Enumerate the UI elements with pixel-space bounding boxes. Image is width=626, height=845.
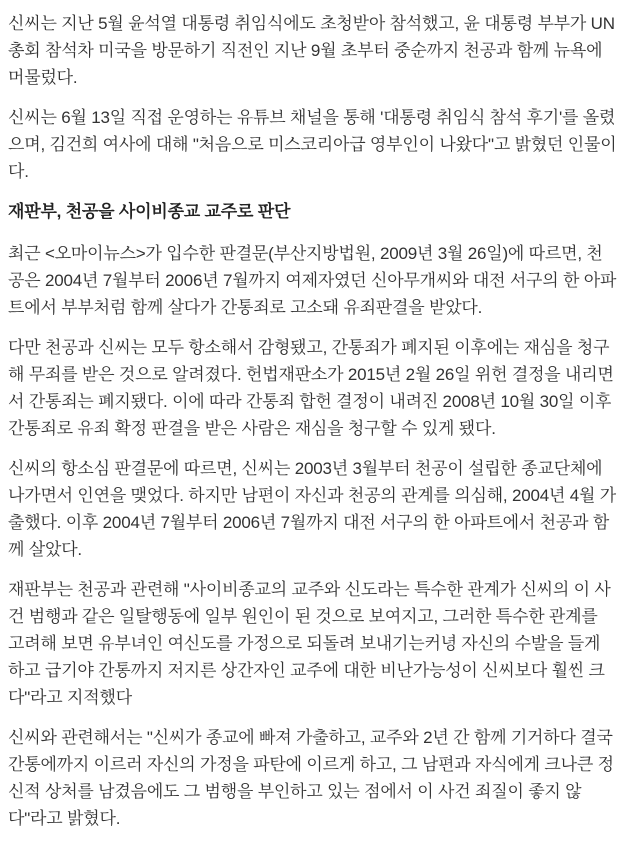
article-paragraph: 신씨는 6월 13일 직접 운영하는 유튜브 채널을 통해 '대통령 취임식 참석 후기'를 올렸으며, 김건희 여사에 대해 "처음으로 미스코리아급 영부인이 나왔다"고 밝혔던 인물이다. [8, 108, 617, 181]
article-paragraph: 신씨의 항소심 판결문에 따르면, 신씨는 2003년 3월부터 천공이 설립한 종교단체에 나가면서 인연을 맺었다. 하지만 남편이 자신과 천공의 관계를 의심해, 2004년 4월 가출했다. 이후 2004년 7월부터 2006년 7월까지 대전 서구의 한 아파트에서 천공과 함께 살았다. [8, 459, 616, 559]
article-paragraph: 최근 <오마이뉴스>가 입수한 판결문(부산지방법원, 2009년 3월 26일)에 따르면, 천공은 2004년 7월부터 2006년 7월까지 여제자였던 신아무개씨와 대전 서구의 한 아파트에서 부부처럼 함께 살다가 간통죄로 고소돼 유죄판결을 받았다. [8, 244, 617, 317]
article-paragraph: 재판부는 천공과 관련해 "사이비종교의 교주와 신도라는 특수한 관계가 신씨의 이 사건 범행과 같은 일탈행동에 일부 원인이 된 것으로 보여지고, 그러한 특수한 관계를 고려해 보면 유부녀인 여신도를 가정으로 되돌려 보내기는커녕 자신의 수발을 들게 하고 급기야 간통까지 저지른 상간자인 교주에 대한 비난가능성이 신씨보다 훨씬 크다"라고 지적했다 [8, 580, 611, 707]
section-heading: 재판부, 천공을 사이비종교 교주로 판단 [8, 202, 291, 221]
article-paragraph: 신씨와 관련해서는 "신씨가 종교에 빠져 가출하고, 교주와 2년 간 함께 기거하다 결국 간통에까지 이르러 자신의 가정을 파탄에 이르게 하고, 그 남편과 자식에게 크나큰 정신적 상처를 남겼음에도 그 범행을 부인하고 있는 점에서 이 사건 죄질이 좋지 않다"라고 밝혔다. [8, 728, 614, 828]
article-paragraph: 신씨는 지난 5월 윤석열 대통령 취임식에도 초청받아 참석했고, 윤 대통령 부부가 UN총회 참석차 미국을 방문하기 직전인 지난 9월 초부터 중순까지 천공과 함께 뉴욕에 머물렀다. [8, 14, 615, 87]
article-paragraph: 다만 천공과 신씨는 모두 항소해서 감형됐고, 간통죄가 폐지된 이후에는 재심을 청구해 무죄를 받은 것으로 알려졌다. 헌법재판소가 2015년 2월 26일 위헌 결정을 내리면서 간통죄는 폐지됐다. 이에 따라 간통죄 합헌 결정이 내려진 2008년 10월 30일 이후 간통죄로 유죄 확정 판결을 받은 사람은 재심을 청구할 수 있게 됐다. [8, 338, 614, 438]
